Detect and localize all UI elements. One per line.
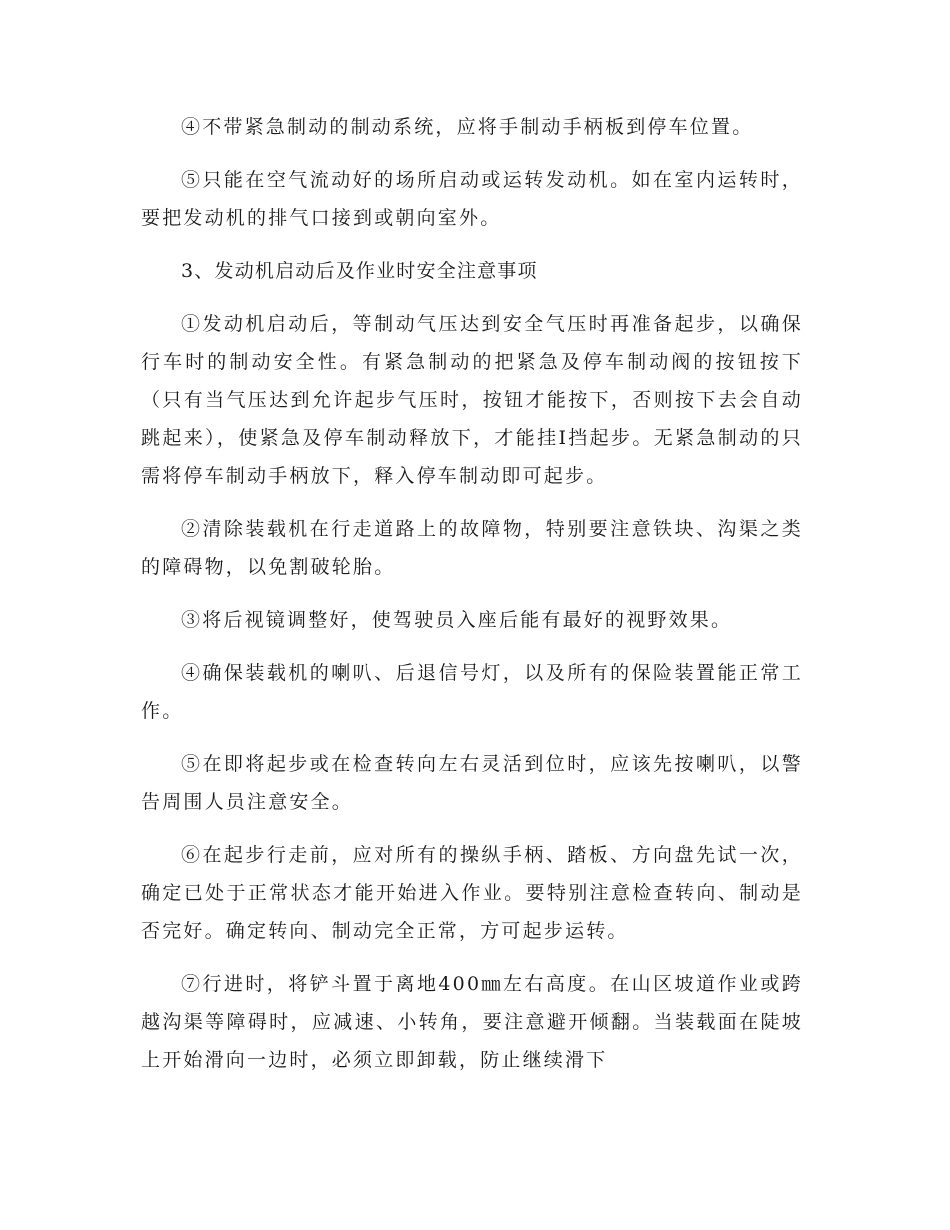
paragraph-item-6-test-controls: ⑥在起步行走前，应对所有的操纵手柄、踏板、方向盘先试一次，确定已处于正常状态才能开始进入作业。要特别注意检查转向、制动是否完好。确定转向、制动完全正常，方可起步运转。	[141, 844, 803, 942]
paragraph-item-4-horn-lights: ④确保装载机的喇叭、后退信号灯，以及所有的保险装置能正常工作。	[141, 662, 803, 722]
paragraph-item-5-warn-horn: ⑤在即将起步或在检查转向左右灵活到位时，应该先按喇叭，以警告周围人员注意安全。	[141, 753, 803, 813]
document-body	[141, 108, 803, 1094]
paragraph-item-7-bucket-height: ⑦行进时，将铲斗置于离地400㎜左右高度。在山区坡道作业或跨越沟渠等障碍时，应减速、小转角，要注意避开倾翻。当装载面在陡坡上开始滑向一边时，必须立即卸载，防止继续滑下	[141, 973, 803, 1071]
paragraph-item-2-clear-obstacles: ②清除装载机在行走道路上的故障物，特别要注意铁块、沟渠之类的障碍物，以免割破轮胎。	[141, 518, 803, 578]
paragraph-item-5-ventilation: ⑤只能在空气流动好的场所启动或运转发动机。如在室内运转时，要把发动机的排气口接到或朝向室外。	[141, 169, 803, 229]
paragraph-item-3-mirrors: ③将后视镜调整好，使驾驶员入座后能有最好的视野效果。	[181, 609, 733, 631]
section-heading-3: 3、发动机启动后及作业时安全注意事项	[181, 260, 538, 282]
paragraph-item-4-no-emergency-brake: ④不带紧急制动的制动系统，应将手制动手柄板到停车位置。	[181, 116, 754, 138]
paragraph-item-1-brake-pressure: ①发动机启动后，等制动气压达到安全气压时再准备起步，以确保行车时的制动安全性。有紧急制动的把紧急及停车制动阀的按钮按下（只有当气压达到允许起步气压时，按钮才能按下，否则按下去会自动跳起来），使紧急及停车制动释放下，才能挂Ⅰ挡起步。无紧急制动的只需将停车制动手柄放下，释入停车制动即可起步。	[141, 313, 803, 487]
